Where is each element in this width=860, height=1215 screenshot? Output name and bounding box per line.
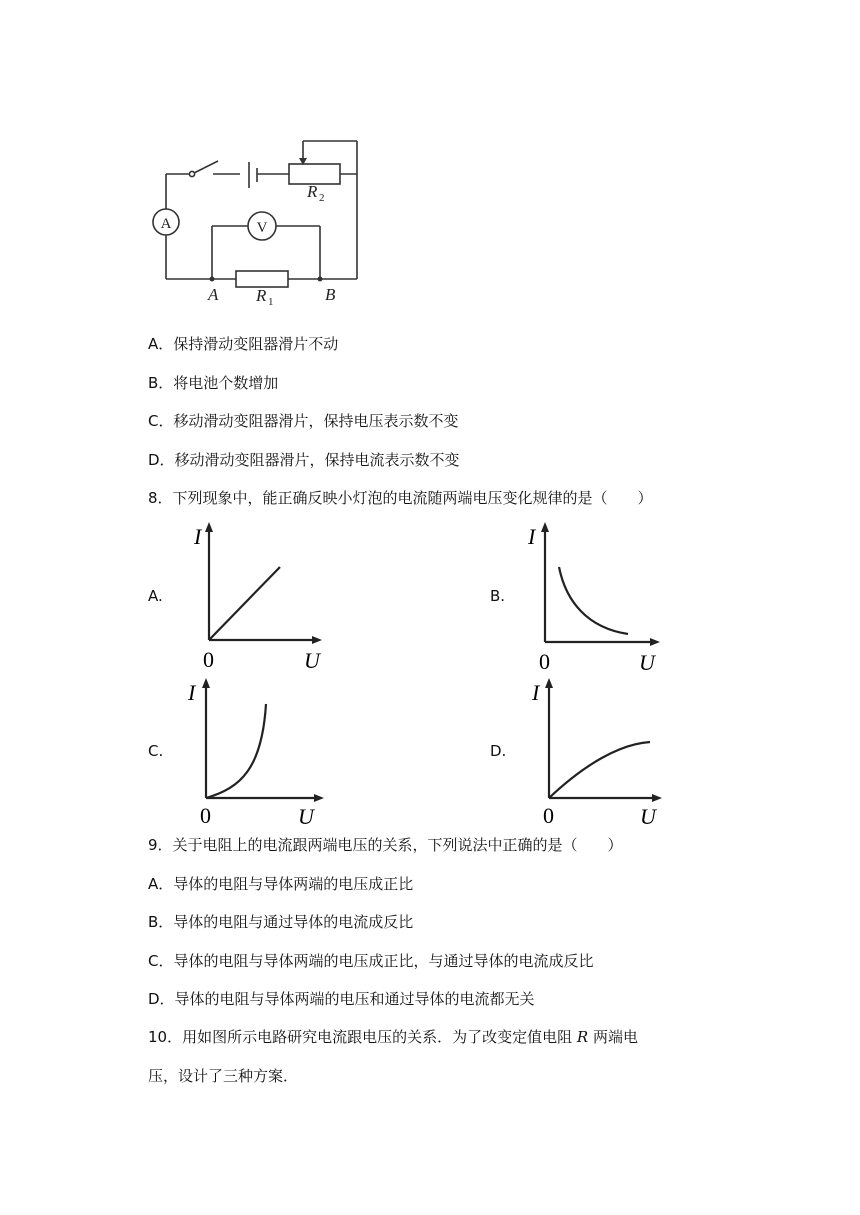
q10-line-1-tail: 两端电 bbox=[592, 1028, 638, 1046]
q7-option-a: A．保持滑动变阻器滑片不动 bbox=[148, 335, 339, 353]
q8-stem: 8．下列现象中，能正确反映小灯泡的电流随两端电压变化规律的是（ ） bbox=[148, 489, 653, 507]
q8-graph-c-label: C. bbox=[148, 742, 164, 760]
q8-graph-a-x-label: U bbox=[304, 648, 320, 673]
q8-graph-c bbox=[186, 676, 326, 829]
q8-graph-d-curve bbox=[549, 742, 650, 798]
q10-variable-r: R bbox=[576, 1028, 589, 1046]
q8-graph-c-y-label: I bbox=[188, 680, 196, 705]
q9-stem: 9．关于电阻上的电流跟两端电压的关系，下列说法中正确的是（ ） bbox=[148, 836, 623, 854]
q8-graph-d bbox=[530, 676, 680, 829]
q8-graph-a-y-label: I bbox=[194, 524, 202, 549]
q8-graph-b-y-label: I bbox=[528, 524, 536, 549]
q7-option-d: D．移动滑动变阻器滑片，保持电流表示数不变 bbox=[148, 451, 460, 469]
q8-graph-d-y-label: I bbox=[532, 680, 540, 705]
q8-graph-d-x-label: U bbox=[640, 804, 656, 829]
q8-graph-c-curve bbox=[206, 704, 266, 798]
q8-graph-a bbox=[190, 522, 330, 672]
q10-line-2: 压，设计了三种方案． bbox=[148, 1067, 299, 1085]
q8-graph-a-curve bbox=[209, 567, 280, 640]
q8-graph-b-origin: 0 bbox=[539, 649, 550, 674]
r1-subscript: 1 bbox=[268, 296, 274, 308]
q7-option-b: B．将电池个数增加 bbox=[148, 374, 279, 392]
q8-graph-d-label: D. bbox=[490, 742, 507, 760]
circuit-diagram bbox=[0, 0, 860, 320]
q8-graph-a-label: A. bbox=[148, 587, 163, 605]
q9-option-a: A．导体的电阻与导体两端的电压成正比 bbox=[148, 875, 414, 893]
q8-graph-b-x-label: U bbox=[639, 650, 655, 675]
ammeter-label: A bbox=[160, 216, 172, 232]
q8-graph-d-origin: 0 bbox=[543, 803, 554, 828]
q8-graph-a-origin: 0 bbox=[203, 647, 214, 672]
q8-graph-c-x-label: U bbox=[298, 804, 314, 829]
r1-label: R bbox=[256, 286, 267, 305]
point-b-label: B bbox=[325, 285, 336, 304]
q8-graph-b-curve bbox=[559, 567, 628, 634]
q8-graph-b bbox=[526, 522, 666, 675]
q8-graph-b-label: B. bbox=[490, 587, 506, 605]
q10-line-1 bbox=[148, 1027, 638, 1047]
q8-graph-c-origin: 0 bbox=[200, 803, 211, 828]
q9-option-c: C．导体的电阻与导体两端的电压成正比，与通过导体的电流成反比 bbox=[148, 952, 594, 970]
voltmeter-label: V bbox=[256, 220, 268, 236]
r2-subscript: 2 bbox=[319, 192, 325, 204]
q9-option-d: D．导体的电阻与导体两端的电压和通过导体的电流都无关 bbox=[148, 990, 535, 1008]
q9-option-b: B．导体的电阻与通过导体的电流成反比 bbox=[148, 913, 414, 931]
point-a-label: A bbox=[208, 285, 219, 304]
q10-line-1-text: 10．用如图所示电路研究电流跟电压的关系．为了改变定值电阻 bbox=[148, 1028, 573, 1046]
r2-label: R bbox=[307, 182, 318, 201]
q7-option-c: C．移动滑动变阻器滑片，保持电压表示数不变 bbox=[148, 412, 459, 430]
